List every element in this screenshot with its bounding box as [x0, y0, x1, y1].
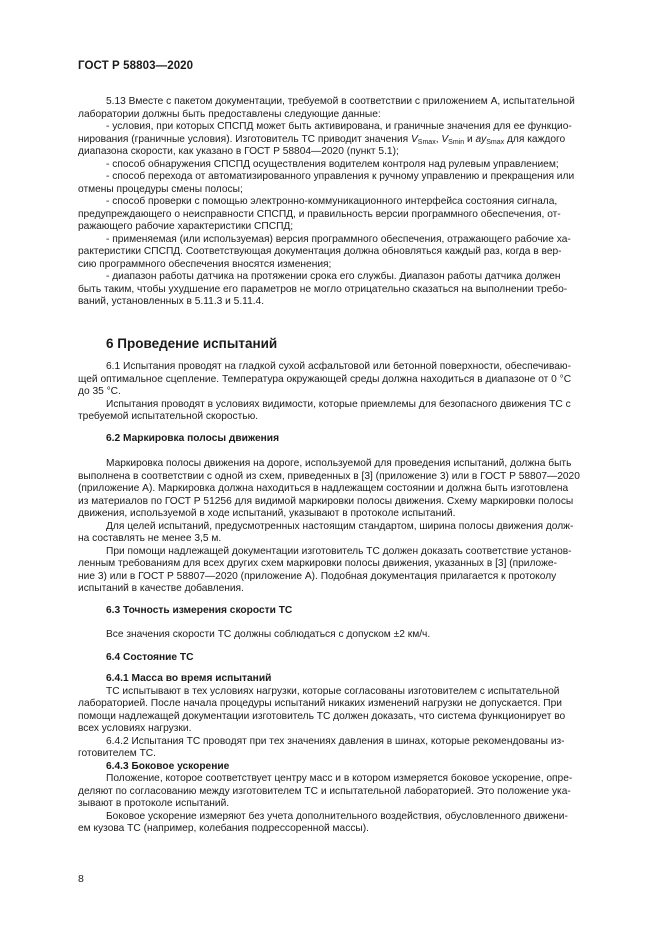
paragraph-line: выполнена в соответствии с одной из схем, приведенных в [3] (приложение 3) или в ГОСТ Р 58807—2020: [78, 470, 580, 482]
section-6-4-1: [78, 673, 586, 836]
subsection-heading: 6.2 Маркировка полосы движения: [106, 433, 280, 444]
document-code-header: ГОСТ Р 58803—2020: [78, 60, 194, 72]
section-6-3: [78, 605, 586, 618]
paragraph-line: лабораторией. После начала процедуры испытаний никаких изменений нагрузки не допускается. При: [78, 698, 562, 709]
subsection-heading: 6.4.1 Масса во время испытаний: [106, 673, 272, 684]
paragraph-line: быть таким, чтобы ухудшение его параметров не могло отрицательно сказаться на выполнении требо-: [78, 283, 568, 295]
section-heading: 6 Проведение испытаний: [106, 336, 278, 351]
section-6-2: [78, 433, 586, 446]
section-6-3-text: [78, 629, 586, 642]
section-6-2-text: [78, 458, 586, 596]
paragraph-line: требуемой испытательной скоростью.: [78, 411, 259, 422]
list-item: - применяемая (или используемая) версия программного обеспечения, отражающего рабочие ха-: [106, 233, 571, 245]
section-6-1: [78, 361, 586, 424]
paragraph-line: из материалов по ГОСТ Р 51256 для видимой маркировки полосы движения. Схему маркировки полосы: [78, 495, 574, 507]
paragraph-line: При помощи надлежащей документации изготовитель ТС должен доказать соответствие установ-: [106, 545, 572, 557]
paragraph-line: на составлять не менее 3,5 м.: [78, 533, 222, 544]
paragraph-line-with-variables: нирования (граничные условия). Изготовитель ТС приводит значения $V_{Smax}$, $V_{Smin}$ и $ay_{Smax}$ для каждого: [78, 133, 566, 146]
list-item: - способ обнаружения СПСПД осуществления водителем контроля над рулевым управлением;: [106, 158, 559, 170]
paragraph-line: Положение, которое соответствует центру масс и в котором измеряется боковое ускорение, опре-: [106, 773, 573, 784]
paragraph-line: Для целей испытаний, предусмотренных настоящим стандартом, ширина полосы движения долж-: [106, 520, 574, 532]
page-number: 8: [78, 873, 84, 885]
subsection-heading: 6.4.3 Боковое ускорение: [106, 760, 230, 772]
section-6-4: [78, 652, 586, 665]
paragraph-line: предупреждающего о неисправности СПСПД, и правильность версии программного обеспечения, от-: [78, 208, 561, 220]
paragraph-line: помощи надлежащей документации изготовитель ТС должен доказать, что система функционирует во: [78, 710, 566, 722]
paragraph-line: до 35 °С.: [78, 386, 121, 397]
paragraph-line: ваний, установленных в 5.11.3 и 5.11.4.: [78, 296, 265, 307]
paragraph-line: Испытания проводят в условиях видимости, которые приемлемы для безопасного движения ТС с: [106, 398, 571, 410]
paragraph-line: Все значения скорости ТС должны соблюдаться с допуском ±2 км/ч.: [106, 629, 431, 640]
paragraph-line: всех условиях нагрузки.: [78, 723, 192, 734]
paragraph-line: 6.4.2 Испытания ТС проводят при тех значениях давления в шинах, которые рекомендованы из-: [106, 735, 565, 747]
list-item: - способ проверки с помощью электронно-коммуникационного интерфейса состояния сигнала,: [106, 196, 558, 207]
paragraph-line: Маркировка полосы движения на дороге, используемой для проведения испытаний, должна быть: [106, 458, 572, 469]
paragraph-line: готовителем ТС.: [78, 748, 156, 759]
paragraph-line: рактеристики СПСПД. Соответствующая документация должна обновляться каждый раз, когда в вер-: [78, 246, 562, 257]
list-item: - способ перехода от автоматизированного управления к ручному управлению и прекращения или: [106, 171, 575, 182]
paragraph-line: ние 3) или в ГОСТ Р 58807—2020 (приложение А). Подобная документация прилагается к протоколу: [78, 570, 557, 582]
paragraph-line: лаборатории должны быть предоставлены следующие данные:: [78, 108, 381, 120]
list-item: - диапазон работы датчика на протяжении срока его службы. Диапазон работы датчика должен: [106, 271, 561, 282]
paragraph-line: ражающего рабочие характеристики СПСПД;: [78, 221, 294, 232]
paragraph-line: 5.13 Вместе с пакетом документации, требуемой в соответствии с приложением А, испытательной: [106, 96, 575, 107]
paragraph-line: (приложение А). Маркировка должна находиться в надлежащем состоянии и должна быть изготовлена: [78, 483, 569, 494]
subsection-heading: 6.4 Состояние ТС: [106, 652, 194, 663]
section-6: [78, 336, 586, 352]
paragraph-line: испытаний в качестве добавления.: [78, 583, 244, 594]
paragraph-line: диапазона скорости, как указано в ГОСТ Р 58804—2020 (пункт 5.1);: [78, 146, 399, 157]
paragraph-line: сию программного обеспечения вносятся изменения;: [78, 258, 332, 270]
paragraph-line: ем кузова ТС (например, колебания подрессоренной массы).: [78, 823, 369, 834]
section-5-13: [78, 96, 586, 309]
paragraph-line: ТС испытывают в тех условиях нагрузки, которые согласованы изготовителем с испытательной: [106, 685, 560, 697]
list-item: - условия, при которых СПСПД может быть активирована, и граничные значения для ее функцио-: [106, 121, 572, 132]
paragraph-line: ленным требованиям для всех других схем маркировки полосы движения, указанных в [3] (приложе-: [78, 558, 557, 569]
paragraph-line: 6.1 Испытания проводят на гладкой сухой асфальтовой или бетонной поверхности, обеспечиваю-: [106, 361, 571, 372]
paragraph-line: зывают в протоколе испытаний.: [78, 798, 230, 809]
paragraph-line: движения, используемой в ходе испытаний, указывают в протоколе испытаний.: [78, 508, 456, 519]
paragraph-line: отмены процедуры смены полосы;: [78, 183, 243, 195]
subsection-heading: 6.3 Точность измерения скорости ТС: [106, 605, 293, 616]
paragraph-line: деляют по согласованию между изготовителем ТС и испытательной лабораторией. Это положение ука-: [78, 785, 571, 797]
paragraph-line: Боковое ускорение измеряют без учета дополнительного воздействия, обусловленного движени-: [106, 810, 568, 822]
paragraph-line: щей оптимальное сцепление. Температура окружающей среды должна находиться в диапазоне от 0 °С: [78, 373, 572, 385]
